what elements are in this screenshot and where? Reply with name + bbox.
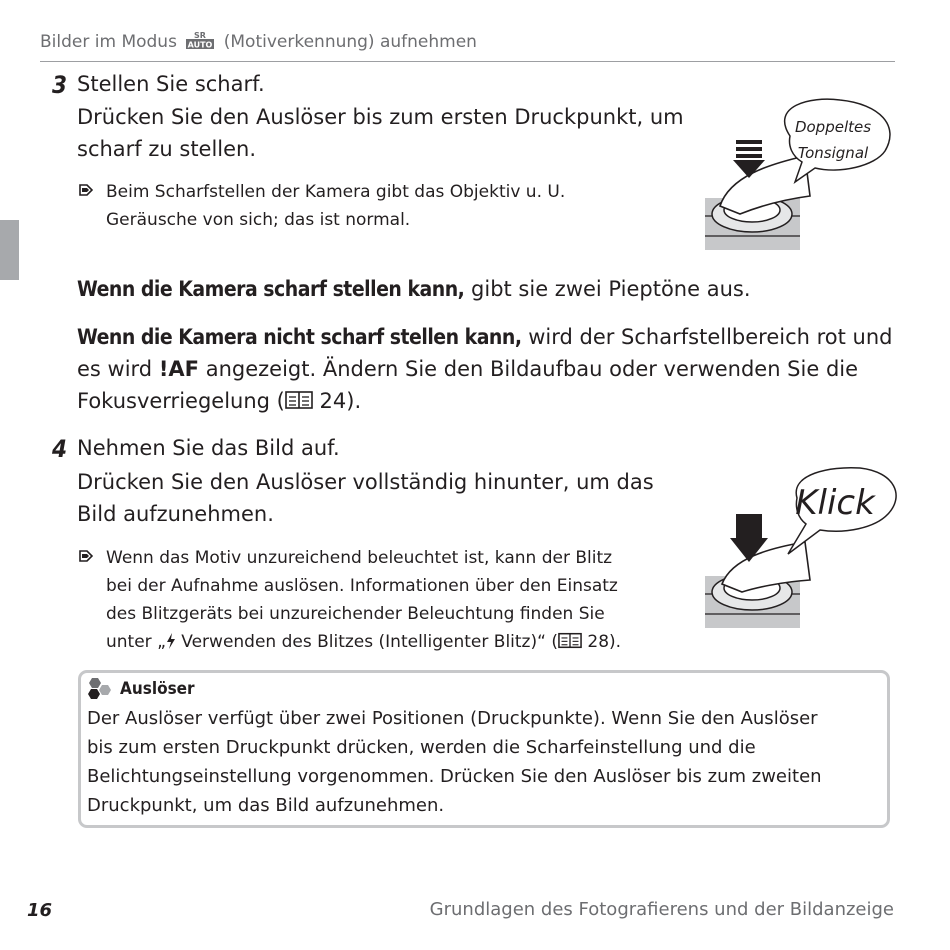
flash-icon xyxy=(166,630,176,658)
step-4-text xyxy=(77,466,654,530)
klick-bubble-text: Klick xyxy=(795,483,875,523)
chapter-title: Grundlagen des Fotografierens und der Bildanzeige xyxy=(429,899,894,920)
step-number-4: 4 xyxy=(52,435,68,463)
step-3-line-2: scharf zu stellen. xyxy=(77,137,257,161)
step-4-note xyxy=(106,544,621,658)
step-3-note-line-2: Geräusche von sich; das ist normal. xyxy=(106,210,411,230)
focus-fail-text-3a: Fokusverriegelung ( xyxy=(77,389,285,413)
af-warning-symbol: !AF xyxy=(158,357,200,381)
hexagon-tip-icon xyxy=(86,677,116,705)
step-4-note-line-4c: 28). xyxy=(581,632,622,652)
scene-recognition-auto-icon xyxy=(185,30,215,55)
step-4-note-line-3: des Blitzgeräts bei unzureichender Beleuchtung finden Sie xyxy=(106,604,605,624)
step-4-title: Nehmen Sie das Bild auf. xyxy=(77,436,340,460)
info-box-line-2: bis zum ersten Druckpunkt drücken, werden die Scharfeinstellung und die xyxy=(87,737,756,758)
step-4-line-2: Bild aufzunehmen. xyxy=(77,502,274,526)
info-box-line-4: Druckpunkt, um das Bild aufzunehmen. xyxy=(87,795,445,816)
focus-ok-lead: Wenn die Kamera scharf stellen kann, xyxy=(77,277,465,301)
scene-icon-top: SR xyxy=(194,31,207,40)
page-header xyxy=(40,30,477,55)
step-4-note-line-4 xyxy=(106,628,621,658)
header-text-before: Bilder im Modus xyxy=(40,32,177,52)
info-box-text xyxy=(87,704,822,820)
header-text-after: (Motiverkennung) aufnehmen xyxy=(223,32,477,52)
step-3-text xyxy=(77,101,684,165)
step-4-note-line-4a: unter „ xyxy=(106,632,166,652)
bubble-line-2: Tonsignal xyxy=(797,144,869,162)
pencil-note-icon xyxy=(79,183,93,201)
step-4-note-line-1: Wenn das Motiv unzureichend beleuchtet ist, kann der Blitz xyxy=(106,548,613,568)
info-box-title: Auslöser xyxy=(120,679,195,699)
info-box-line-1: Der Auslöser verfügt über zwei Positionen (Druckpunkte). Wenn Sie den Auslöser xyxy=(87,708,818,729)
step-number-3: 3 xyxy=(52,71,68,99)
step-4-note-line-2: bei der Aufnahme auslösen. Informationen über den Einsatz xyxy=(106,576,618,596)
page-number: 16 xyxy=(27,900,53,921)
book-reference-icon xyxy=(558,630,582,658)
step-3-line-1: Drücken Sie den Auslöser bis zum ersten Druckpunkt, um xyxy=(77,105,684,129)
focus-fail-text-2b: angezeigt. Ändern Sie den Bildaufbau oder verwenden Sie die xyxy=(205,357,859,381)
focus-ok-paragraph xyxy=(77,273,751,305)
focus-fail-text-1: wird der Scharfstellbereich rot und xyxy=(528,325,893,349)
book-reference-icon xyxy=(285,387,313,419)
half-press-illustration xyxy=(700,96,900,252)
focus-fail-page-ref: 24). xyxy=(319,389,362,413)
step-4-line-1: Drücken Sie den Auslöser vollständig hinunter, um das xyxy=(77,470,654,494)
step-3-note-line-1: Beim Scharfstellen der Kamera gibt das Objektiv u. U. xyxy=(106,182,566,202)
focus-fail-paragraph xyxy=(77,321,893,419)
focus-fail-lead: Wenn die Kamera nicht scharf stellen kann, xyxy=(77,325,522,349)
step-4-note-line-4b: Verwenden des Blitzes (Intelligenter Blitz)“ ( xyxy=(175,632,558,652)
focus-fail-text-2a: es wird xyxy=(77,357,153,381)
bubble-line-1: Doppeltes xyxy=(794,118,872,136)
pencil-note-icon xyxy=(79,549,93,567)
header-rule xyxy=(40,61,895,62)
info-box-line-3: Belichtungseinstellung vorgenommen. Drücken Sie den Auslöser bis zum zweiten xyxy=(87,766,822,787)
step-3-title: Stellen Sie scharf. xyxy=(77,72,265,96)
side-tab xyxy=(0,220,19,280)
focus-ok-text: gibt sie zwei Pieptöne aus. xyxy=(471,277,751,301)
step-3-note xyxy=(106,178,565,234)
full-press-illustration xyxy=(700,466,900,632)
scene-icon-bottom: AUTO xyxy=(187,40,213,50)
